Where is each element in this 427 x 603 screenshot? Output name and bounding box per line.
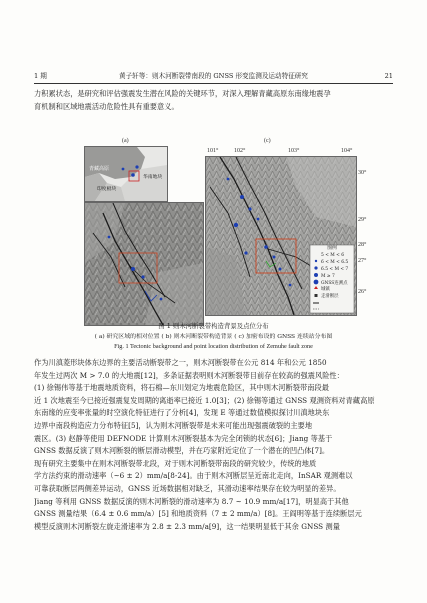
text-line: 作为川滇菱形块体东边界的主要活动断裂带之一，则木河断裂带在公元 814 年和公元 1850: [34, 358, 327, 367]
lon-label: 104°: [341, 148, 353, 154]
header-rule: [34, 83, 393, 84]
legend-item: 6 < M < 6.5: [321, 259, 349, 265]
text-line: 力积累状态，是研究和评估强震发生潜在风险的关键环节，对深入理解青藏高原东南缘地震孕: [34, 89, 331, 98]
legend-item: 城镇: [321, 287, 330, 293]
text-line: 现有研究主要集中在则木河断裂带北段，对于则木河断裂带南段的研究较少，传统的地质: [34, 458, 317, 468]
issue-label: 1 期: [34, 72, 47, 80]
lat-label: 27°: [358, 258, 367, 264]
text-line: GNSS 测量结果（6.4 ± 0.6 mm/a）[5] 和地质资料（7 ± 2 mm/a）[8]。王阎明等基于连续断层元: [34, 509, 362, 519]
text-line: Jiang 等利用 GNSS 数据反演的则木河断裂的滑动速率为 8.7 ~ 10.9 mm/a[17]，明显高于其他: [34, 496, 349, 506]
page-number: 21: [384, 72, 393, 80]
legend-item: GNSS连测点: [321, 280, 348, 286]
lon-label: 102°: [234, 148, 246, 154]
legend-item: 6.5 < M < 7: [321, 266, 349, 272]
text-line: 震区。(3) 赵静等使用 DEFNODE 计算则木河断裂基本为完全闭锁的状态[6]；Jiang 等基于: [34, 433, 333, 443]
inset-label-china-south: 华南地块: [143, 175, 163, 180]
lat-label: 30°: [358, 170, 367, 176]
inset-label-tibet: 青藏高原: [89, 166, 110, 172]
running-header: [34, 70, 393, 82]
panel-c-label: (c): [264, 138, 271, 144]
map-legend: [310, 245, 354, 313]
running-title: 黄子轩等：则木河断裂带南段的 GNSS 形变监测及运动特征研究: [119, 72, 308, 80]
lat-label: 28°: [358, 242, 367, 248]
text-line: GNSS 数据反演了则木河断裂的断层滑动模型，并在巧家附近定位了一个潜在的凹凸体[7]。: [34, 446, 330, 456]
lat-label: 26°: [358, 289, 367, 295]
text-line: 近 1 次地震至今已接近强震复发周期的离逝率已接近 1.0[3]；(2) 徐锡等通过 GNSS 观测资料对青藏高原: [34, 395, 375, 405]
gnss-station-map: [205, 156, 357, 316]
text-line: 可靠获取断层两侧差异运动，GNSS 近场数据相对缺乏，其滑动速率结果存在较为明显的差异。: [34, 483, 341, 493]
legend-item: 5 < M < 6: [321, 252, 345, 258]
text-line: 育机制和区域地震活动危险性具有重要意义。: [34, 101, 179, 111]
text-line: 模型反演则木河断裂左旋走滑速率为 2.8 ± 2.3 mm/a[9]，这一结果明显低于其余 GNSS 测量: [34, 521, 340, 531]
text-line: (1) 徐锡伟等基于地震地质资料，将石棉—东川划定为地震危险区，其中则木河断裂带南段最: [34, 383, 329, 393]
panel-a-label: (a): [122, 138, 129, 144]
inset-label-indochina: 印度板块: [97, 187, 117, 192]
figure-caption-zh: 图 1 则木河断裂带构造背景及点位分布: [158, 322, 269, 330]
inset-location-map: [84, 146, 168, 202]
figure-caption-panels: ( a) 研究区域的相对位置 ( b) 则木河断裂带构造背景 ( c) 加密布设的 GNSS 连续站分布图: [94, 334, 333, 340]
lon-label: 103°: [288, 148, 300, 154]
lon-label: 101°: [207, 148, 219, 154]
legend-item: 走滑断层: [321, 294, 339, 300]
text-line: 学方法约束的滑动速率（~6 ± 2）mm/a[8-24]。由于则木河断层呈近南北走向，InSAR 观测难以: [34, 471, 353, 481]
legend-title: 图例: [327, 246, 337, 251]
figure-caption-en: Fig. 1 Tectonic background and point location distribution of Zemuhe fault zone: [114, 343, 313, 350]
body-paragraph: [34, 357, 393, 533]
tectonic-background-map: [84, 202, 204, 326]
text-line: 年发生过两次 M > 7.0 的大地震[12]，多条证据表明则木河断裂带目前存在较高的强震风险性：: [34, 370, 344, 380]
lat-label: 29°: [358, 217, 367, 223]
text-line: 边界中南段构造应力分布特征[5]，认为则木河断裂带是未来可能出现强震破裂的主要地: [34, 420, 313, 430]
intro-paragraph: [34, 88, 393, 113]
text-line: 东南缘的应变率张量的时空演化特征进行了分析[4]，发现 E 等通过数值模拟探讨川滇地块东: [34, 408, 330, 418]
legend-item: M ≥ 7: [321, 273, 335, 279]
